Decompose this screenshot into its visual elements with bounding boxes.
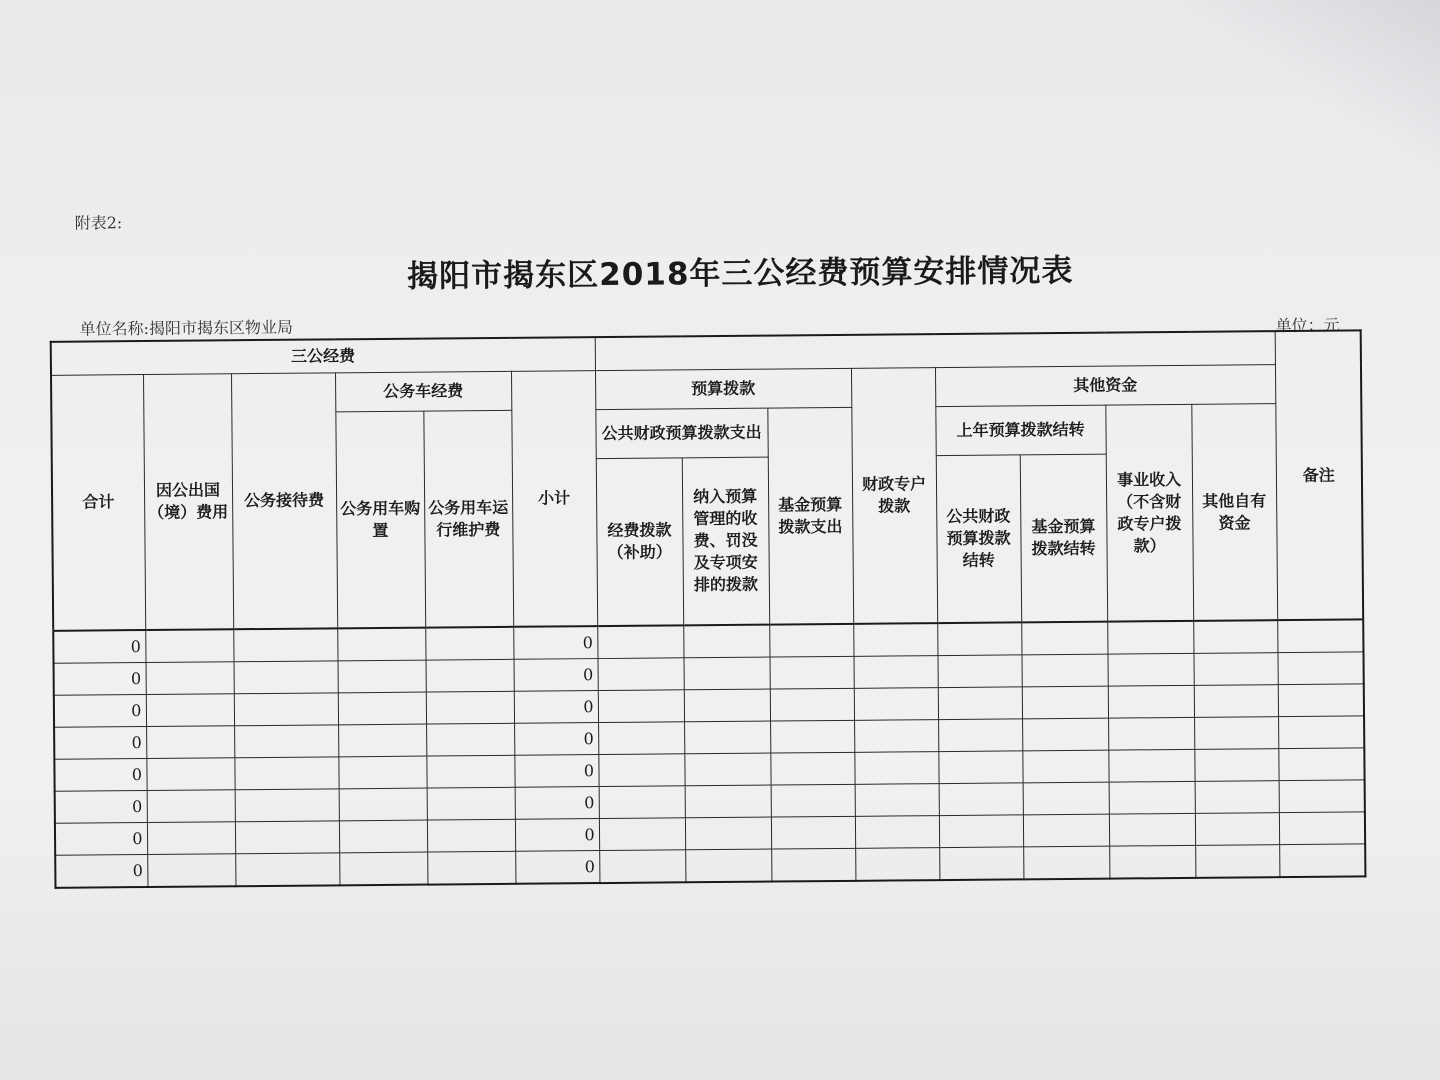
cell-empty (147, 822, 235, 855)
cell-subtotal: 0 (515, 787, 599, 820)
cell-empty (1193, 620, 1277, 653)
cell-empty (597, 625, 683, 658)
cell-empty (1023, 814, 1109, 847)
cell-empty (339, 788, 427, 821)
cell-empty (147, 854, 235, 887)
header-subtotal: 小计 (511, 371, 597, 627)
cell-empty (1022, 686, 1108, 719)
cell-total: 0 (54, 695, 146, 728)
cell-empty (683, 625, 769, 658)
cell-subtotal: 0 (514, 755, 598, 788)
cell-empty (598, 722, 684, 755)
cell-empty (1023, 846, 1109, 879)
cell-empty (938, 719, 1022, 752)
cell-empty (938, 687, 1022, 720)
cell-subtotal: 0 (513, 626, 597, 659)
cell-empty (1278, 716, 1364, 749)
cell-empty (684, 689, 770, 722)
header-vehicle-maintenance: 公务用车运行维护费 (423, 410, 513, 627)
cell-subtotal: 0 (514, 659, 598, 692)
cell-empty (854, 688, 938, 721)
cell-empty (771, 816, 855, 849)
cell-total: 0 (55, 823, 147, 856)
cell-empty (427, 851, 515, 884)
header-vehicle-purchase: 公务用车购置 (335, 411, 425, 628)
cell-empty (1023, 782, 1109, 815)
cell-total: 0 (55, 791, 147, 824)
table-body (53, 619, 1365, 887)
cell-empty (146, 662, 234, 695)
header-public-finance: 公共财政预算拨款支出 (595, 408, 767, 458)
cell-empty (685, 785, 771, 818)
cell-empty (1022, 718, 1108, 751)
cell-empty (1278, 748, 1364, 781)
cell-empty (855, 816, 939, 849)
cell-subtotal: 0 (514, 723, 598, 756)
budget-table (50, 329, 1367, 888)
cell-empty (1195, 813, 1279, 846)
cell-total: 0 (54, 663, 146, 696)
cell-empty (1108, 749, 1194, 782)
cell-empty (685, 849, 771, 882)
cell-empty (338, 660, 426, 693)
cell-empty (234, 725, 338, 758)
cell-empty (1107, 621, 1193, 654)
cell-empty (599, 850, 685, 883)
cell-empty (427, 819, 515, 852)
cell-empty (1278, 684, 1364, 717)
cell-empty (939, 847, 1023, 880)
cell-empty (769, 624, 853, 657)
cell-empty (855, 784, 939, 817)
header-other-funds: 其他资金 (935, 365, 1275, 407)
cell-subtotal: 0 (515, 819, 599, 852)
header-vehicle: 公务车经费 (335, 371, 511, 412)
header-fund-budget: 基金预算拨款支出 (767, 407, 853, 624)
cell-empty (1108, 685, 1194, 718)
cell-empty (771, 848, 855, 881)
cell-subtotal: 0 (514, 691, 598, 724)
cell-empty (145, 629, 233, 662)
cell-empty (684, 657, 770, 690)
header-budget-allocation: 预算拨款 (595, 368, 851, 409)
cell-empty (425, 627, 513, 660)
cell-empty (1279, 844, 1365, 877)
cell-empty (937, 622, 1021, 655)
cell-empty (1194, 653, 1278, 686)
cell-empty (854, 656, 938, 689)
cell-empty (770, 656, 854, 689)
cell-empty (598, 690, 684, 723)
cell-empty (146, 758, 234, 791)
cell-empty (1022, 750, 1108, 783)
header-reception: 公务接待费 (231, 373, 337, 629)
cell-empty (338, 756, 426, 789)
cell-empty (771, 784, 855, 817)
cell-empty (1194, 717, 1278, 750)
cell-empty (338, 724, 426, 757)
cell-empty (1108, 717, 1194, 750)
cell-empty (1279, 780, 1365, 813)
cell-empty (599, 818, 685, 851)
page-title: 揭阳市揭东区2018年三公经费预算安排情况表 (407, 252, 1074, 295)
cell-empty (770, 752, 854, 785)
cell-empty (426, 723, 514, 756)
cell-empty (1022, 654, 1108, 687)
unit-label: 单位：元 (1275, 315, 1340, 336)
cell-empty (770, 688, 854, 721)
unit-name: 单位名称:揭阳市揭东区物业局 (79, 317, 294, 339)
cell-empty (685, 817, 771, 850)
cell-empty (1194, 685, 1278, 718)
cell-empty (1279, 812, 1365, 845)
cell-empty (234, 757, 338, 790)
cell-empty (234, 693, 338, 726)
cell-total: 0 (54, 759, 146, 792)
header-abroad: 因公出国（境）费用 (143, 374, 233, 630)
cell-total: 0 (53, 630, 145, 663)
cell-empty (1195, 845, 1279, 878)
cell-empty (235, 853, 339, 886)
cell-empty (338, 692, 426, 725)
cell-empty (1109, 781, 1195, 814)
header-sangong: 三公经费 (51, 337, 595, 375)
cell-empty (1195, 781, 1279, 814)
cell-empty (146, 694, 234, 727)
header-fund-carryover: 基金预算拨款结转 (1020, 454, 1107, 622)
cell-empty (235, 821, 339, 854)
header-special-finance: 财政专户拨款 (851, 368, 937, 624)
cell-empty (599, 786, 685, 819)
cell-empty (1109, 813, 1195, 846)
cell-empty (939, 815, 1023, 848)
cell-empty (235, 789, 339, 822)
cell-empty (938, 751, 1022, 784)
cell-empty (339, 820, 427, 853)
cell-empty (337, 628, 425, 661)
cell-empty (854, 720, 938, 753)
cell-empty (1194, 749, 1278, 782)
cell-empty (234, 661, 338, 694)
header-other-own: 其他自有资金 (1191, 404, 1277, 621)
header-funding-subsidy: 经费拨款（补助） (596, 458, 683, 626)
cell-empty (233, 628, 337, 661)
cell-total: 0 (55, 855, 147, 888)
header-included-fees: 纳入预算管理的收费、罚没及专项安排的拨款 (682, 457, 769, 625)
cell-empty (939, 783, 1023, 816)
cell-empty (1021, 622, 1107, 655)
cell-empty (426, 755, 514, 788)
attachment-label: 附表2: (74, 213, 123, 233)
cell-empty (684, 753, 770, 786)
cell-empty (147, 790, 235, 823)
cell-empty (427, 787, 515, 820)
cell-empty (854, 752, 938, 785)
header-last-year: 上年预算拨款结转 (935, 405, 1105, 455)
cell-empty (1109, 845, 1195, 878)
cell-empty (598, 658, 684, 691)
header-public-carryover: 公共财政预算拨款结转 (936, 455, 1021, 623)
header-total: 合计 (51, 375, 145, 631)
cell-empty (426, 691, 514, 724)
cell-empty (598, 754, 684, 787)
cell-empty (146, 726, 234, 759)
cell-empty (1278, 652, 1364, 685)
cell-empty (855, 848, 939, 881)
cell-empty (853, 623, 937, 656)
header-remarks: 备注 (1275, 330, 1364, 620)
cell-empty (770, 720, 854, 753)
cell-empty (1277, 619, 1363, 652)
cell-empty (684, 721, 770, 754)
cell-subtotal: 0 (515, 851, 599, 884)
cell-empty (426, 659, 514, 692)
cell-empty (339, 852, 427, 885)
cell-total: 0 (54, 727, 146, 760)
cell-empty (938, 655, 1022, 688)
cell-empty (1108, 653, 1194, 686)
header-business-income: 事业收入（不含财政专户拨款） (1105, 404, 1193, 621)
